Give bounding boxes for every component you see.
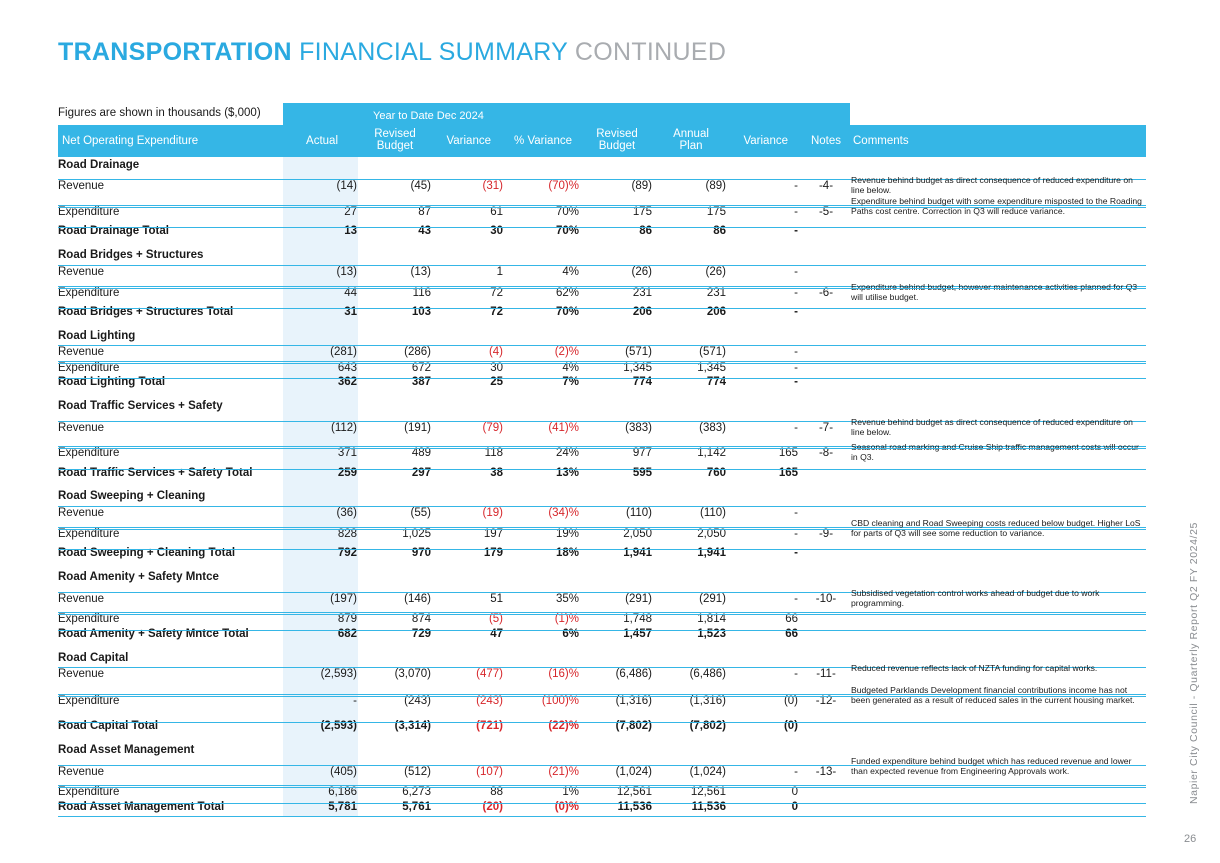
table-row — [58, 442, 1146, 462]
cell-value: - — [794, 306, 798, 318]
row-label: Road Asset Management — [58, 744, 195, 756]
cell-value: (405) — [330, 766, 357, 778]
cell-value: 13% — [555, 467, 579, 479]
note-ref: -9- — [818, 528, 834, 540]
cell-value: (2)% — [554, 346, 579, 358]
cell-value: 1 — [496, 266, 503, 278]
cell-value: (55) — [410, 507, 431, 519]
comment-text: Funded expenditure behind budget which has reduced revenue and lower than expected revenue from Engineering Approvals work. — [851, 756, 1132, 776]
row-divider — [58, 448, 1146, 449]
cell-value: 72 — [490, 287, 503, 299]
cell-value: 86 — [639, 225, 652, 237]
cell-value: 643 — [337, 362, 357, 374]
cell-value: (281) — [330, 346, 357, 358]
cell-value: 30 — [490, 225, 503, 237]
cell-value: - — [794, 362, 798, 374]
cell-value: 12,561 — [690, 786, 726, 798]
header-variance: Variance — [446, 135, 491, 147]
row-divider — [58, 549, 1146, 550]
row-label: Expenditure — [58, 528, 120, 540]
cell-value: - — [794, 766, 798, 778]
row-label: Revenue — [58, 593, 105, 605]
table-row — [58, 685, 1146, 707]
row-divider — [58, 630, 1146, 631]
cell-value: 977 — [632, 447, 652, 459]
cell-value: 1,025 — [402, 528, 431, 540]
row-label: Revenue — [58, 346, 105, 358]
cell-value: 70% — [555, 206, 579, 218]
cell-value: 206 — [706, 306, 726, 318]
table-row — [58, 785, 1146, 798]
cell-value: 197 — [483, 528, 503, 540]
ytd-label: Year to Date Dec 2024 — [373, 110, 484, 122]
cell-value: 18% — [555, 547, 579, 559]
row-label: Expenditure — [58, 287, 120, 299]
cell-value: - — [794, 507, 798, 519]
row-label: Road Drainage Total — [58, 225, 169, 237]
cell-value: 4% — [562, 266, 579, 278]
header-comments: Comments — [853, 135, 909, 147]
cell-value: (22)% — [548, 720, 579, 732]
cell-value: 6,273 — [402, 786, 431, 798]
cell-value: 774 — [706, 376, 726, 388]
row-label: Road Lighting — [58, 330, 136, 342]
header-revised-budget-l2: Budget — [376, 140, 414, 152]
header-revised-budget2-l1: Revised — [596, 128, 638, 140]
figures-note: Figures are shown in thousands ($,000) — [58, 107, 261, 119]
row-divider — [58, 529, 1146, 530]
table-row — [58, 196, 1146, 218]
cell-value: 25 — [490, 376, 503, 388]
cell-value: 175 — [632, 206, 652, 218]
cell-value: (21)% — [548, 766, 579, 778]
cell-value: 970 — [411, 547, 431, 559]
cell-value: - — [794, 528, 798, 540]
cell-value: (79) — [482, 422, 503, 434]
cell-value: (721) — [476, 720, 503, 732]
cell-value: 19% — [555, 528, 579, 540]
header-net-operating: Net Operating Expenditure — [62, 135, 199, 147]
note-ref: -12- — [815, 695, 837, 707]
cell-value: 118 — [484, 447, 503, 459]
cell-value: (3,314) — [394, 720, 431, 732]
row-divider — [58, 363, 1146, 364]
header-actual: Actual — [306, 135, 338, 147]
row-label: Revenue — [58, 766, 105, 778]
row-label: Expenditure — [58, 786, 120, 798]
cell-value: 43 — [418, 225, 431, 237]
cell-value: (110) — [626, 507, 652, 519]
cell-value: (243) — [476, 695, 503, 707]
cell-value: (14) — [336, 180, 357, 192]
cell-value: (36) — [336, 507, 357, 519]
cell-value: 0 — [791, 786, 798, 798]
cell-value: 879 — [337, 613, 357, 625]
cell-value: 88 — [490, 786, 503, 798]
cell-value: 86 — [713, 225, 726, 237]
note-ref: -5- — [818, 206, 834, 218]
cell-value: 1,457 — [623, 628, 652, 640]
cell-value: 179 — [483, 547, 503, 559]
cell-value: 6% — [562, 628, 579, 640]
cell-value: 595 — [632, 467, 652, 479]
title-bold: TRANSPORTATION — [58, 38, 292, 66]
cell-value: 165 — [778, 447, 798, 459]
cell-value: 31 — [344, 306, 357, 318]
cell-value: 672 — [411, 362, 431, 374]
cell-value: 7% — [562, 376, 579, 388]
cell-value: 231 — [632, 287, 652, 299]
cell-value: 297 — [411, 467, 431, 479]
cell-value: (89) — [631, 180, 652, 192]
cell-value: 489 — [411, 447, 431, 459]
header-variance-annual: Variance — [743, 135, 788, 147]
cell-value: 47 — [490, 628, 503, 640]
note-ref: -8- — [818, 447, 834, 459]
table-row — [58, 756, 1146, 778]
header-annual-plan-l2: Plan — [679, 140, 703, 152]
row-divider — [58, 696, 1146, 697]
row-divider — [58, 227, 1146, 228]
table-row — [58, 265, 1146, 278]
row-label: Road Sweeping + Cleaning — [58, 490, 206, 502]
cell-value: (45) — [410, 180, 431, 192]
row-label: Road Amenity + Safety Mntce — [58, 571, 219, 583]
row-label: Road Capital Total — [58, 720, 159, 732]
cell-value: (5) — [488, 613, 503, 625]
cell-value: 729 — [411, 628, 431, 640]
title-mid: FINANCIAL SUMMARY — [291, 38, 568, 66]
row-label: Revenue — [58, 266, 105, 278]
cell-value: 27 — [344, 206, 357, 218]
row-divider — [58, 288, 1146, 289]
cell-value: (107) — [476, 766, 503, 778]
cell-value: (31) — [482, 180, 503, 192]
row-label: Revenue — [58, 507, 105, 519]
page-number: 26 — [1184, 833, 1197, 845]
cell-value: 38 — [490, 467, 503, 479]
cell-value: 103 — [411, 306, 431, 318]
cell-value: 30 — [490, 362, 503, 374]
cell-value: (191) — [404, 422, 431, 434]
row-label: Expenditure — [58, 447, 120, 459]
cell-value: (571) — [699, 346, 726, 358]
row-label: Expenditure — [58, 613, 120, 625]
row-divider — [58, 378, 1146, 379]
actual-column-shade — [283, 157, 358, 817]
cell-value: 51 — [490, 593, 503, 605]
cell-value: 792 — [337, 547, 357, 559]
header-annual-plan — [658, 128, 724, 152]
cell-value: (6,486) — [689, 668, 726, 680]
row-label: Road Drainage — [58, 159, 140, 171]
cell-value: 2,050 — [623, 528, 652, 540]
cell-value: (512) — [404, 766, 431, 778]
header-revised-budget-annual — [582, 128, 652, 152]
cell-value: 362 — [337, 376, 357, 388]
cell-value: 5,781 — [328, 801, 357, 813]
cell-value: (110) — [700, 507, 726, 519]
cell-value: 828 — [337, 528, 357, 540]
cell-value: 116 — [412, 287, 431, 299]
row-label: Expenditure — [58, 206, 120, 218]
table-row — [58, 282, 1146, 302]
row-label: Revenue — [58, 180, 105, 192]
cell-value: (7,802) — [689, 720, 726, 732]
row-label: Road Asset Management Total — [58, 801, 225, 813]
cell-value: (2,593) — [320, 668, 357, 680]
comment-text: Expenditure behind budget, however maintenance activities planned for Q3 will utilise budget. — [851, 282, 1138, 302]
row-label: Revenue — [58, 422, 105, 434]
cell-value: 66 — [785, 613, 798, 625]
cell-value: 4% — [562, 362, 579, 374]
comment-text: Expenditure behind budget with some expenditure misposted to the Roading Paths cost centre. Correction in Q3 will reduce variance. — [851, 196, 1142, 216]
cell-value: 2,050 — [697, 528, 726, 540]
cell-value: 12,561 — [616, 786, 652, 798]
side-footer-text: Napier City Council - Quarterly Report Q2 FY 2024/25 — [1188, 522, 1200, 804]
cell-value: (1,316) — [689, 695, 726, 707]
row-label: Road Traffic Services + Safety Total — [58, 467, 253, 479]
cell-value: (291) — [699, 593, 726, 605]
table-row — [58, 588, 1146, 608]
cell-value: (89) — [705, 180, 726, 192]
comment-text: Reduced revenue reflects lack of NZTA funding for capital works. — [851, 663, 1098, 673]
cell-value: (291) — [625, 593, 652, 605]
header-revised-budget — [360, 128, 430, 152]
cell-value: - — [794, 206, 798, 218]
cell-value: (26) — [631, 266, 652, 278]
comment-text: Seasonal road marking and Cruise Ship traffic management costs will occur in Q3. — [851, 442, 1139, 462]
cell-value: 66 — [785, 628, 798, 640]
comment-text: Budgeted Parklands Development financial contributions income has not been generated as a result of reduced sales in the current housing market. — [851, 685, 1135, 705]
cell-value: 87 — [418, 206, 431, 218]
cell-value: 1,748 — [623, 613, 652, 625]
cell-value: (383) — [699, 422, 726, 434]
cell-value: (13) — [336, 266, 357, 278]
cell-value: 70% — [555, 306, 579, 318]
row-divider — [58, 308, 1146, 309]
table-row — [58, 175, 1146, 195]
page-title — [58, 38, 726, 67]
table-bottom-divider — [58, 816, 1146, 817]
row-label: Revenue — [58, 668, 105, 680]
table-row — [58, 506, 1146, 519]
cell-value: - — [794, 287, 798, 299]
cell-value: 44 — [344, 287, 357, 299]
row-label: Road Sweeping + Cleaning Total — [58, 547, 236, 559]
cell-value: 175 — [706, 206, 726, 218]
cell-value: (0) — [783, 695, 798, 707]
row-divider — [58, 469, 1146, 470]
cell-value: (13) — [410, 266, 431, 278]
ytd-header-band — [283, 103, 850, 125]
cell-value: 35% — [555, 593, 579, 605]
cell-value: (286) — [404, 346, 431, 358]
cell-value: 11,536 — [691, 801, 726, 813]
cell-value: (0) — [783, 720, 798, 732]
cell-value: (2,593) — [320, 720, 357, 732]
row-divider — [58, 787, 1146, 788]
table-row — [58, 345, 1146, 358]
table-header — [58, 125, 1146, 157]
cell-value: - — [794, 547, 798, 559]
row-label: Road Bridges + Structures Total — [58, 306, 234, 318]
row-divider — [58, 803, 1146, 804]
cell-value: (1)% — [554, 613, 579, 625]
cell-value: (1,316) — [615, 695, 652, 707]
cell-value: (243) — [404, 695, 431, 707]
cell-value: 165 — [778, 467, 798, 479]
row-label: Road Capital — [58, 652, 129, 664]
cell-value: (70)% — [548, 180, 579, 192]
cell-value: 72 — [490, 306, 503, 318]
cell-value: - — [794, 180, 798, 192]
note-ref: -4- — [818, 180, 834, 192]
cell-value: 6,186 — [328, 786, 357, 798]
cell-value: 1,345 — [697, 362, 726, 374]
cell-value: 774 — [632, 376, 652, 388]
cell-value: 1% — [562, 786, 579, 798]
cell-value: (112) — [331, 422, 357, 434]
cell-value: 760 — [706, 467, 726, 479]
title-light: CONTINUED — [567, 38, 727, 66]
header-notes: Notes — [810, 135, 842, 147]
cell-value: 1,345 — [623, 362, 652, 374]
row-label: Road Amenity + Safety Mntce Total — [58, 628, 249, 640]
row-label: Road Bridges + Structures — [58, 249, 204, 261]
cell-value: 231 — [706, 287, 726, 299]
table-row — [58, 417, 1146, 437]
cell-value: (0)% — [554, 801, 579, 813]
cell-value: 70% — [555, 225, 579, 237]
row-divider — [58, 207, 1146, 208]
cell-value: (3,070) — [394, 668, 431, 680]
cell-value: (16)% — [548, 668, 579, 680]
cell-value: (34)% — [548, 507, 579, 519]
cell-value: - — [794, 266, 798, 278]
row-label: Expenditure — [58, 362, 120, 374]
cell-value: 1,142 — [697, 447, 726, 459]
cell-value: 5,761 — [402, 801, 431, 813]
table-row — [58, 663, 1146, 680]
row-label: Road Lighting Total — [58, 376, 166, 388]
cell-value: 1,941 — [623, 547, 652, 559]
row-divider — [58, 722, 1146, 723]
cell-value: 206 — [632, 306, 652, 318]
cell-value: (1,024) — [689, 766, 726, 778]
header-pct-variance: % Variance — [514, 135, 572, 147]
header-revised-budget2-l2: Budget — [598, 140, 636, 152]
comment-text: CBD cleaning and Road Sweeping costs reduced below budget. Higher LoS for parts of Q3 will see some reduction to variance. — [851, 518, 1141, 538]
cell-value: 371 — [337, 447, 357, 459]
cell-value: 1,941 — [697, 547, 726, 559]
row-divider — [58, 614, 1146, 615]
header-annual-plan-l1: Annual — [673, 128, 709, 140]
cell-value: (1,024) — [615, 766, 652, 778]
cell-value: (571) — [625, 346, 652, 358]
cell-value: 24% — [555, 447, 579, 459]
cell-value: (26) — [705, 266, 726, 278]
cell-value: 13 — [344, 225, 357, 237]
cell-value: - — [794, 668, 798, 680]
cell-value: 387 — [411, 376, 431, 388]
cell-value: 62% — [555, 287, 579, 299]
cell-value: (7,802) — [615, 720, 652, 732]
cell-value: (19) — [482, 507, 503, 519]
table-row — [58, 361, 1146, 374]
cell-value: 682 — [337, 628, 357, 640]
cell-value: - — [794, 225, 798, 237]
comment-text: Revenue behind budget as direct consequence of reduced expenditure on line below. — [851, 417, 1133, 437]
header-revised-budget-l1: Revised — [374, 128, 416, 140]
cell-value: - — [794, 346, 798, 358]
cell-value: (146) — [404, 593, 431, 605]
cell-value: (4) — [488, 346, 503, 358]
note-ref: -11- — [816, 668, 836, 680]
table-row — [58, 612, 1146, 625]
cell-value: (100)% — [541, 695, 579, 707]
cell-value: 11,536 — [617, 801, 652, 813]
cell-value: 1,523 — [697, 628, 726, 640]
cell-value: 874 — [411, 613, 431, 625]
cell-value: (41)% — [548, 422, 579, 434]
cell-value: - — [353, 695, 357, 707]
cell-value: - — [794, 376, 798, 388]
cell-value: (197) — [330, 593, 357, 605]
cell-value: - — [794, 593, 798, 605]
cell-value: (20) — [482, 801, 503, 813]
note-ref: -6- — [818, 287, 834, 299]
note-ref: -7- — [818, 422, 834, 434]
table-row — [58, 518, 1146, 540]
comment-text: Subsidised vegetation control works ahead of budget due to work programming. — [851, 588, 1100, 608]
note-ref: -10- — [815, 593, 837, 605]
row-label: Road Traffic Services + Safety — [58, 400, 223, 412]
cell-value: 259 — [337, 467, 357, 479]
cell-value: - — [794, 422, 798, 434]
cell-value: (6,486) — [615, 668, 652, 680]
cell-value: 0 — [791, 801, 798, 813]
note-ref: -13- — [815, 766, 837, 778]
cell-value: (477) — [476, 668, 503, 680]
cell-value: 1,814 — [697, 613, 726, 625]
cell-value: 61 — [490, 206, 503, 218]
comment-text: Revenue behind budget as direct consequence of reduced expenditure on line below. — [851, 175, 1133, 195]
row-label: Expenditure — [58, 695, 120, 707]
cell-value: (383) — [625, 422, 652, 434]
